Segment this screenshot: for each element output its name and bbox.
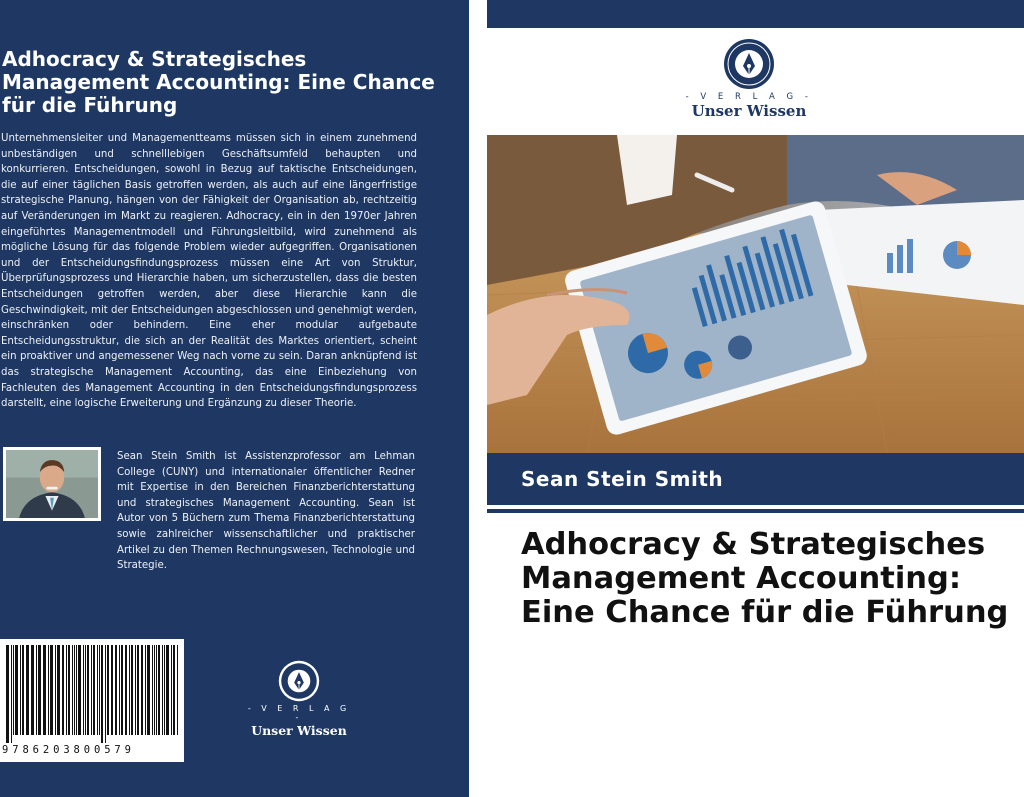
barcode-bar bbox=[158, 645, 160, 735]
barcode-bar bbox=[131, 645, 133, 735]
barcode-bar bbox=[68, 645, 70, 735]
isbn-barcode bbox=[0, 639, 184, 762]
barcode-bar bbox=[15, 645, 18, 735]
barcode-bar bbox=[57, 645, 60, 735]
barcode-bar bbox=[22, 645, 24, 735]
barcode-bar bbox=[26, 645, 29, 735]
barcode-bar bbox=[74, 645, 75, 735]
barcode-bar bbox=[162, 645, 163, 735]
back-cover-title: Adhocracy & Strategisches Management Accounting: Eine Chance für die Führung bbox=[2, 47, 435, 117]
barcode-bar bbox=[43, 645, 46, 735]
barcode-bar bbox=[121, 645, 123, 735]
barcode-bar bbox=[38, 645, 41, 735]
barcode-bar bbox=[166, 645, 169, 735]
barcode-bar bbox=[6, 645, 9, 743]
barcode-bar bbox=[147, 645, 150, 735]
barcode-bar bbox=[62, 645, 64, 735]
barcode-bar bbox=[164, 645, 165, 735]
barcode-bar bbox=[78, 645, 81, 735]
barcode-bar bbox=[156, 645, 157, 735]
barcode-bar bbox=[93, 645, 95, 735]
barcode-bar bbox=[36, 645, 37, 735]
back-cover bbox=[0, 0, 469, 797]
barcode-bar bbox=[91, 645, 92, 735]
front-cover bbox=[487, 0, 1024, 797]
barcode-bar bbox=[125, 645, 127, 735]
publisher-brand-name: Unser Wissen bbox=[691, 102, 807, 120]
barcode-bar bbox=[111, 645, 113, 735]
barcode-bar bbox=[154, 645, 155, 735]
cover-photo-tablet-charts bbox=[487, 135, 1024, 453]
barcode-bar bbox=[66, 645, 67, 735]
barcode-bar bbox=[137, 645, 139, 735]
publisher-emblem-icon bbox=[278, 660, 320, 702]
barcode-bar bbox=[177, 645, 178, 735]
barcode-bar bbox=[99, 645, 100, 735]
barcode-bar bbox=[83, 645, 84, 735]
front-publisher-logo bbox=[677, 38, 821, 120]
barcode-bar bbox=[20, 645, 21, 735]
isbn-digits: 9786203800579 bbox=[2, 744, 135, 756]
barcode-bar bbox=[141, 645, 143, 735]
barcode-bar bbox=[101, 645, 103, 743]
divider-line bbox=[487, 509, 1024, 513]
barcode-bar bbox=[87, 645, 89, 735]
front-author-name: Sean Stein Smith bbox=[521, 467, 724, 491]
barcode-bar bbox=[48, 645, 49, 735]
barcode-bar bbox=[97, 645, 98, 735]
publisher-verlag-label: - V E R L A G - bbox=[685, 92, 813, 102]
barcode-bar bbox=[105, 645, 106, 743]
back-publisher-logo bbox=[244, 660, 354, 738]
barcode-bar bbox=[129, 645, 130, 735]
barcode-bar bbox=[85, 645, 86, 735]
barcode-bar bbox=[119, 645, 120, 735]
front-cover-title: Adhocracy & Strategisches Management Accounting: Eine Chance für die Führung bbox=[521, 527, 1009, 630]
barcode-bar bbox=[171, 645, 172, 735]
barcode-bar bbox=[13, 645, 14, 735]
back-cover-blurb: Unternehmensleiter und Managementteams müssen sich in einem zunehmend unbeständigen und schnelllebigen Geschäftsumfeld behaupten und konkurrieren. Entscheidungen, sowohl in Bezug auf taktische Entscheidungen, die auf einer täglichen Basis getroffen werden, als auch auf eine längerfristige strategische Planung, hängen von der Fähigkeit der Organisation ab, rechtzeitig auf Veränderungen im Markt zu reagieren. Adhocracy, ein in den 1970er Jahren eingeführtes Managementmodell und Führungsleitbild, wird zunehmend als mögliche Lösung für das folgende Problem wieder aufgegriffen. Organisationen und der Entscheidungsfindungsprozess müssen eine Art von Struktur, Überprüfungsprozess und Hierarchie haben, um sicherzustellen, dass die besten Entscheidungen getroffen werden, aber diese Hierarchie kann die Geschwindigkeit, mit der Entscheidungen abgeschlossen und genehmigt werden, einschränken oder behindern. Eine eher modular aufgebaute Entscheidungsstruktur, die sich an der Realität des Marktes orientiert, scheint ein proaktiver und angemessener Weg nach vorne zu sein. Daran anknüpfend ist das strategische Management Accounting, das eine Einbeziehung von Fachleuten des Management Accounting in den Entscheidungsfindungsprozess darstellt, eine logische Erweiterung und Ergänzung zu dieser Theorie. bbox=[1, 133, 417, 410]
publisher-verlag-label: - V E R L A G - bbox=[247, 704, 351, 722]
barcode-bar bbox=[115, 645, 117, 735]
barcode-bar bbox=[55, 645, 56, 735]
barcode-bar bbox=[50, 645, 53, 735]
barcode-bar bbox=[72, 645, 73, 735]
barcode-bar bbox=[107, 645, 109, 735]
publisher-brand-name: Unser Wissen bbox=[251, 723, 347, 738]
publisher-emblem-icon bbox=[723, 38, 775, 90]
barcode-bar bbox=[173, 645, 175, 735]
barcode-bar bbox=[11, 645, 12, 743]
barcode-bar bbox=[135, 645, 136, 735]
barcode-bar bbox=[31, 645, 34, 735]
author-bar bbox=[487, 453, 1024, 505]
barcode-bar bbox=[145, 645, 146, 735]
barcode-bar bbox=[76, 645, 77, 735]
front-top-bar bbox=[487, 0, 1024, 28]
author-bio: Sean Stein Smith ist Assistenzprofessor am Lehman College (CUNY) und internationaler öffentlicher Redner mit Expertise in den Bereichen Finanzberichterstattung und strategisches Management Accounting. Sean ist Autor von 5 Büchern zum Thema Finanzberichterstattung sowie zahlreicher wissenschaftlicher und praktischer Artikel zu den Themen Rechnungswesen, Technologie und Strategie. bbox=[117, 451, 415, 572]
author-photo bbox=[3, 447, 101, 521]
spine-gap bbox=[469, 0, 487, 797]
barcode-bar bbox=[152, 645, 153, 735]
